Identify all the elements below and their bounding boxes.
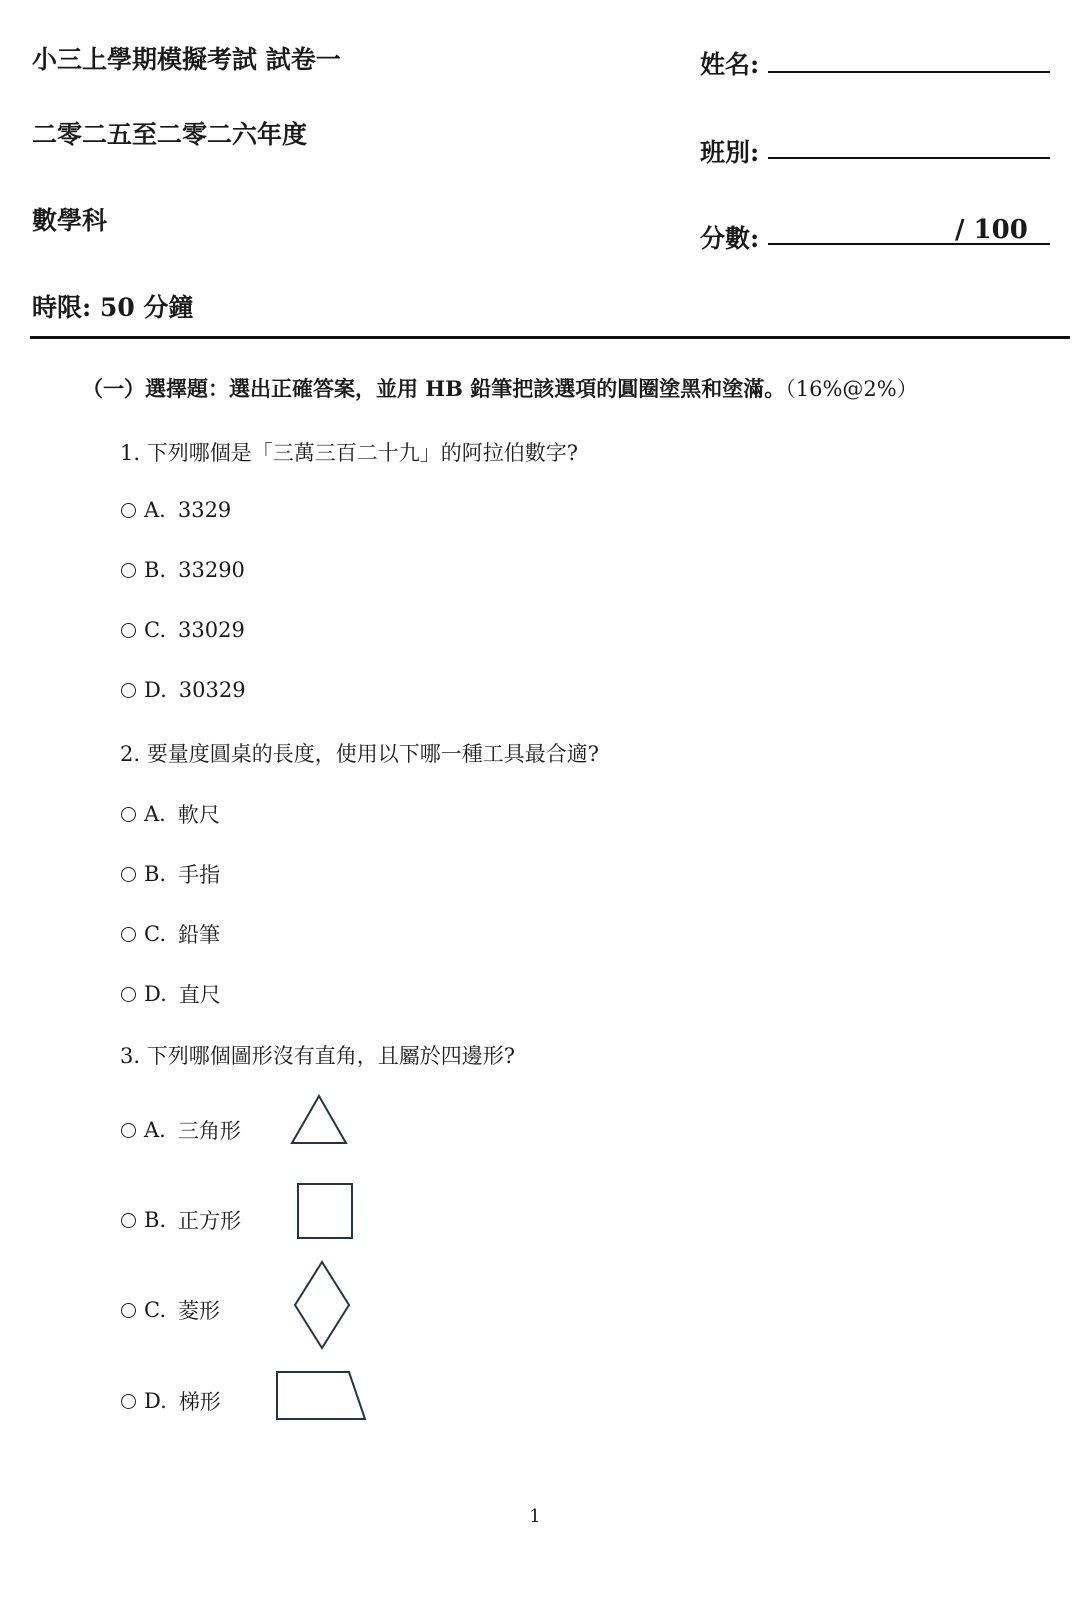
q2-option-a[interactable]: A. 軟尺 [121,799,220,829]
score-field[interactable] [700,219,759,255]
radio-circle-icon[interactable] [121,927,136,942]
section-marks: （16%@2%） [785,377,918,401]
page-number: 1 [529,1506,541,1527]
name-blank[interactable] [768,71,1050,73]
q1-option-d[interactable]: D. 30329 [121,678,246,702]
header-divider [30,336,1070,339]
name-field[interactable] [700,45,759,81]
class-field[interactable] [700,133,759,169]
radio-circle-icon[interactable] [121,623,136,638]
radio-circle-icon[interactable] [121,683,136,698]
rhombus-icon [291,1258,353,1352]
trapezoid-icon [273,1368,369,1424]
school-year: 二零二五至二零二六年度 [32,120,308,149]
q2-option-b[interactable]: B. 手指 [121,859,220,889]
score-max: / 100 [955,215,1028,245]
radio-circle-icon[interactable] [121,1394,136,1409]
question-1: 1. 下列哪個是「三萬三百二十九」的阿拉伯數字? [120,441,578,465]
score-label: 分數: [700,224,760,253]
q1-option-a[interactable]: A. 3329 [121,498,231,522]
q1-option-c[interactable]: C. 33029 [121,618,245,642]
time-limit: 時限: 50 分鐘 [32,293,194,322]
section-heading [82,373,918,403]
q3-option-d[interactable]: D. 梯形 [121,1386,221,1416]
name-label: 姓名: [700,50,760,79]
class-blank[interactable] [768,157,1050,159]
class-label: 班別: [700,138,760,167]
triangle-icon [288,1093,350,1147]
q2-option-d[interactable]: D. 直尺 [121,979,221,1009]
section-title: （一）選擇題：選出正確答案，並用 HB 鉛筆把該選項的圓圈塗黑和塗滿。 [82,376,786,401]
radio-circle-icon[interactable] [121,807,136,822]
square-icon [294,1180,356,1242]
q3-option-c[interactable]: C. 菱形 [121,1295,220,1325]
subject: 數學科 [32,206,108,235]
radio-circle-icon[interactable] [121,867,136,882]
radio-circle-icon[interactable] [121,503,136,518]
radio-circle-icon[interactable] [121,1123,136,1138]
exam-title: 小三上學期模擬考試 試卷一 [32,45,341,74]
radio-circle-icon[interactable] [121,1303,136,1318]
radio-circle-icon[interactable] [121,987,136,1002]
question-3: 3. 下列哪個圖形沒有直角，且屬於四邊形? [120,1044,515,1068]
radio-circle-icon[interactable] [121,1213,136,1228]
radio-circle-icon[interactable] [121,563,136,578]
question-2: 2. 要量度圓桌的長度，使用以下哪一種工具最合適? [120,742,599,766]
q3-option-a[interactable]: A. 三角形 [121,1115,241,1145]
q1-option-b[interactable]: B. 33290 [121,558,245,582]
q3-option-b[interactable]: B. 正方形 [121,1205,241,1235]
q2-option-c[interactable]: C. 鉛筆 [121,919,220,949]
